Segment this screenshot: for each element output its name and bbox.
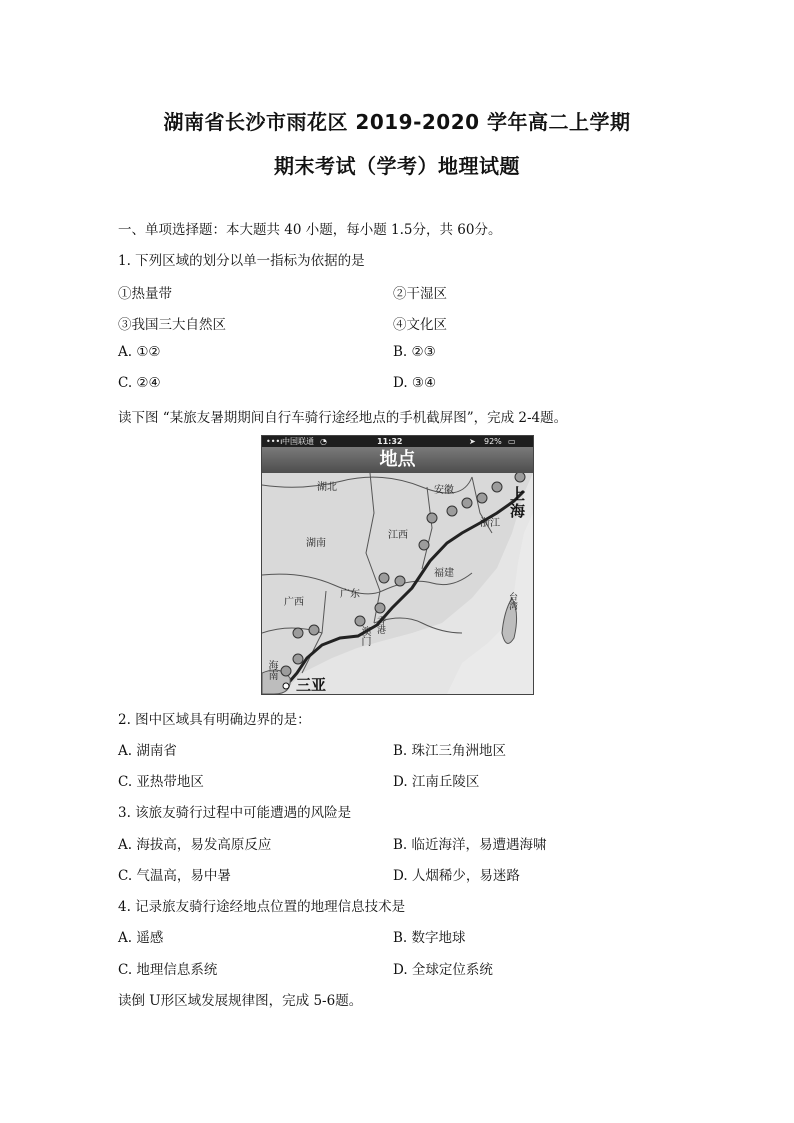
q1-item-1: ①热量带 <box>118 286 172 302</box>
sanya-dot <box>283 683 289 689</box>
label-guangdong: 广东 <box>340 589 360 600</box>
label-shanghai: 上海 <box>510 485 526 520</box>
q2-stem: 2. 图中区域具有明确边界的是： <box>118 712 311 728</box>
clock-label: 11:32 <box>377 437 403 446</box>
q1-option-d: D. ③④ <box>393 375 437 391</box>
intro-5-6: 读倒 U形区域发展规律图，完成 5-6题。 <box>118 993 363 1009</box>
label-sanya: 三亚 <box>296 676 327 694</box>
label-hunan: 湖南 <box>306 538 326 549</box>
label-hubei: 湖北 <box>317 482 337 493</box>
label-jiangxi: 江西 <box>388 530 408 541</box>
label-hainan: 海南 <box>266 660 277 680</box>
map-header: 地点 <box>262 447 533 473</box>
q1-item-2: ②干湿区 <box>393 286 447 302</box>
wifi-icon: ◔ <box>320 437 327 446</box>
page-title-line2: 期末考试（学考）地理试题 <box>274 154 520 178</box>
q1-option-b: B. ②③ <box>393 344 436 360</box>
map-screenshot <box>261 435 534 695</box>
q3-option-b: B. 临近海洋，易遭遇海啸 <box>393 837 547 853</box>
label-hongkong: 香港 <box>375 616 385 634</box>
location-icon: ➤ <box>469 437 476 446</box>
q2-option-b: B. 珠江三角洲地区 <box>393 743 507 759</box>
q1-item-4: ④文化区 <box>393 317 447 333</box>
q4-stem: 4. 记录旅友骑行途经地点位置的地理信息技术是 <box>118 899 406 915</box>
q1-stem: 1. 下列区域的划分以单一指标为依据的是 <box>118 253 365 269</box>
intro-2-4: 读下图 “某旅友暑期期间自行车骑行途经地点的手机截屏图”，完成 2-4题。 <box>118 410 568 426</box>
q2-option-c: C. 亚热带地区 <box>118 774 204 790</box>
label-anhui: 安徽 <box>434 485 454 496</box>
q4-option-b: B. 数字地球 <box>393 930 466 946</box>
battery-label: 92% <box>484 437 502 446</box>
q4-option-a: A. 遥感 <box>118 930 164 946</box>
q2-option-d: D. 江南丘陵区 <box>393 774 480 790</box>
map-canvas <box>262 473 533 694</box>
label-zhejiang: 浙江 <box>480 518 500 529</box>
signal-icon: •••ı <box>266 437 283 446</box>
label-macau: 澳门 <box>359 626 370 646</box>
q3-option-d: D. 人烟稀少，易迷路 <box>393 868 520 884</box>
q1-option-c: C. ②④ <box>118 375 161 391</box>
q3-stem: 3. 该旅友骑行过程中可能遭遇的风险是 <box>118 805 352 821</box>
section-heading: 一、单项选择题：本大题共 40 小题，每小题 1.5分，共 60分。 <box>118 222 502 238</box>
q3-option-c: C. 气温高，易中暑 <box>118 868 231 884</box>
page-title-line1: 湖南省长沙市雨花区 2019-2020 学年高二上学期 <box>163 110 631 134</box>
phone-status-bar <box>262 436 533 447</box>
q3-option-a: A. 海拔高，易发高原反应 <box>118 837 272 853</box>
battery-icon: ▭ <box>508 437 516 446</box>
carrier-label: 中国联通 <box>282 437 314 446</box>
q4-option-d: D. 全球定位系统 <box>393 962 493 978</box>
label-fujian: 福建 <box>434 568 454 579</box>
q1-option-a: A. ①② <box>118 344 161 360</box>
q4-option-c: C. 地理信息系统 <box>118 962 218 978</box>
q2-option-a: A. 湖南省 <box>118 743 177 759</box>
q1-item-3: ③我国三大自然区 <box>118 317 226 333</box>
label-guangxi: 广西 <box>284 597 304 608</box>
label-taiwan: 台湾 <box>507 592 517 610</box>
